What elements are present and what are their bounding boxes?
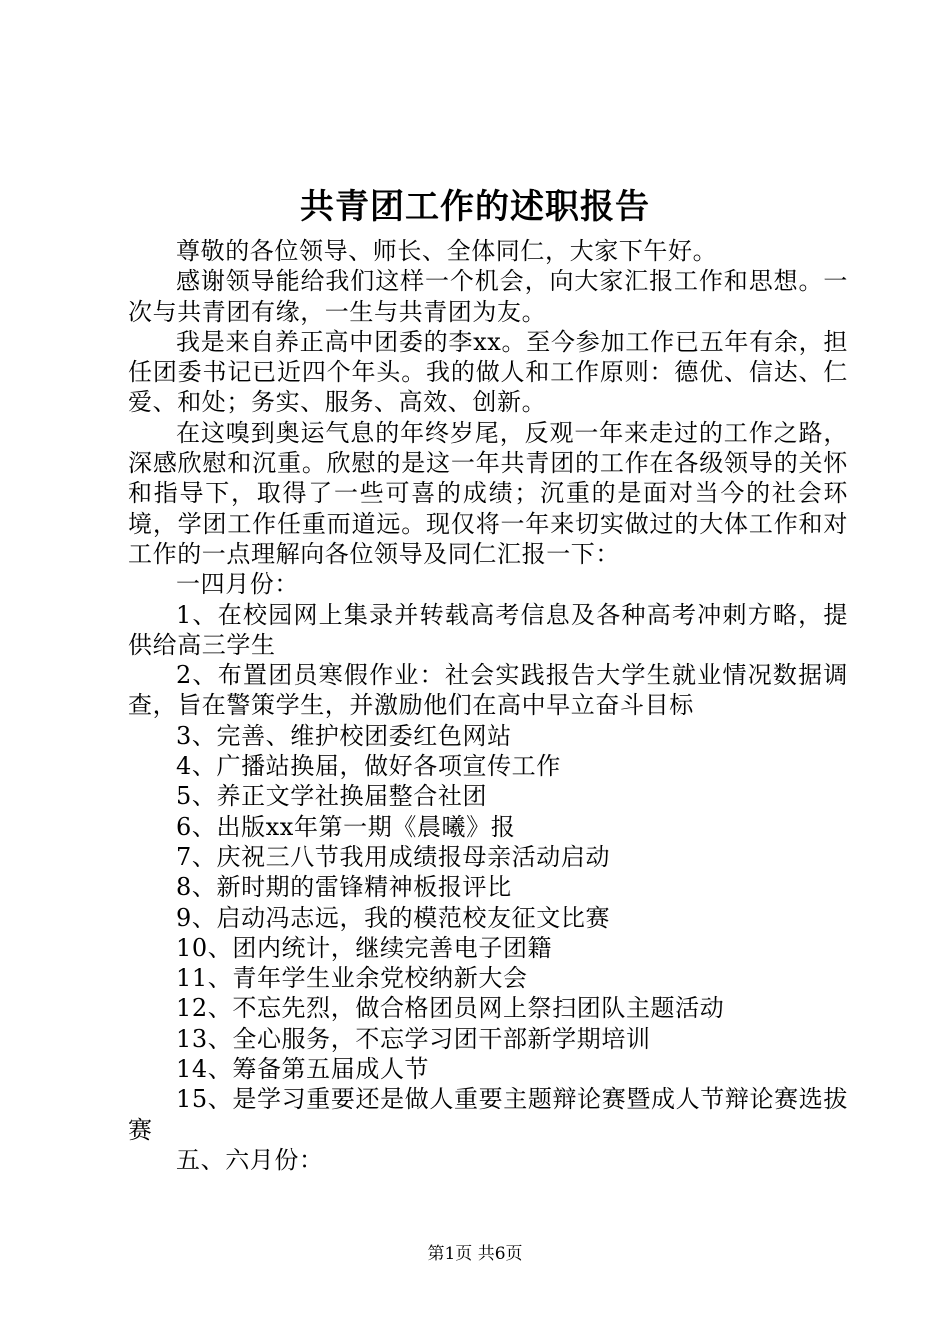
document-title: 共青团工作的述职报告: [300, 187, 650, 227]
list-item: 6、出版xx年第一期《晨曦》报: [176, 812, 516, 841]
list-item: 12、不忘先烈，做合格团员网上祭扫团队主题活动: [176, 994, 725, 1023]
list-item: 5、养正文学社换届整合社团: [176, 782, 488, 811]
list-item: 8、新时期的雷锋精神板报评比: [176, 873, 512, 902]
paragraph-greeting: 尊敬的各位领导、师长、全体同仁，大家下午好。: [176, 237, 718, 265]
list-item: 7、庆祝三八节我用成绩报母亲活动启动: [176, 842, 611, 871]
section-heading-jan-apr: 一四月份：: [176, 570, 299, 599]
list-item: 11、青年学生业余党校纳新大会: [176, 964, 528, 993]
list-item: 15、是学习重要还是做人重要主题辩论赛暨成人节辩论赛选拔赛: [128, 1085, 848, 1144]
list-item: 1、在校园网上集录并转载高考信息及各种高考冲刺方略，提供给高三学生: [128, 600, 848, 659]
list-item: 3、完善、维护校团委红色网站: [176, 721, 512, 750]
document-body: [128, 236, 848, 1175]
list-item: 13、全心服务，不忘学习团干部新学期培训: [176, 1024, 651, 1053]
list-item: 14、筹备第五届成人节: [176, 1055, 430, 1084]
page-footer: 第1页 共6页: [427, 1244, 523, 1264]
list-item: 4、广播站换届，做好各项宣传工作: [176, 752, 561, 781]
paragraph-introduction: 我是来自养正高中团委的李xx。至今参加工作已五年有余，担任团委书记已近四个年头。我的做人和工作原则：德优、信达、仁爱、和处；务实、服务、高效、创新。: [128, 327, 848, 417]
section-heading-may-jun: 五、六月份：: [176, 1145, 324, 1174]
list-item: 9、启动冯志远，我的模范校友征文比赛: [176, 903, 611, 932]
list-item: 2、布置团员寒假作业：社会实践报告大学生就业情况数据调查，旨在警策学生，并激励他们在高中早立奋斗目标: [128, 661, 848, 720]
list-item: 10、团内统计，继续完善电子团籍: [176, 933, 553, 962]
paragraph-thanks: 感谢领导能给我们这样一个机会，向大家汇报工作和思想。一次与共青团有缘，一生与共青团为友。: [128, 267, 848, 326]
paragraph-review: 在这嗅到奥运气息的年终岁尾，反观一年来走过的工作之路，深感欣慰和沉重。欣慰的是这一年共青团的工作在各级领导的关怀和指导下，取得了一些可喜的成绩；沉重的是面对当今的社会环境，学团工作任重而道远。现仅将一年来切实做过的大体工作和对工作的一点理解向各位领导及同仁汇报一下：: [128, 418, 848, 568]
